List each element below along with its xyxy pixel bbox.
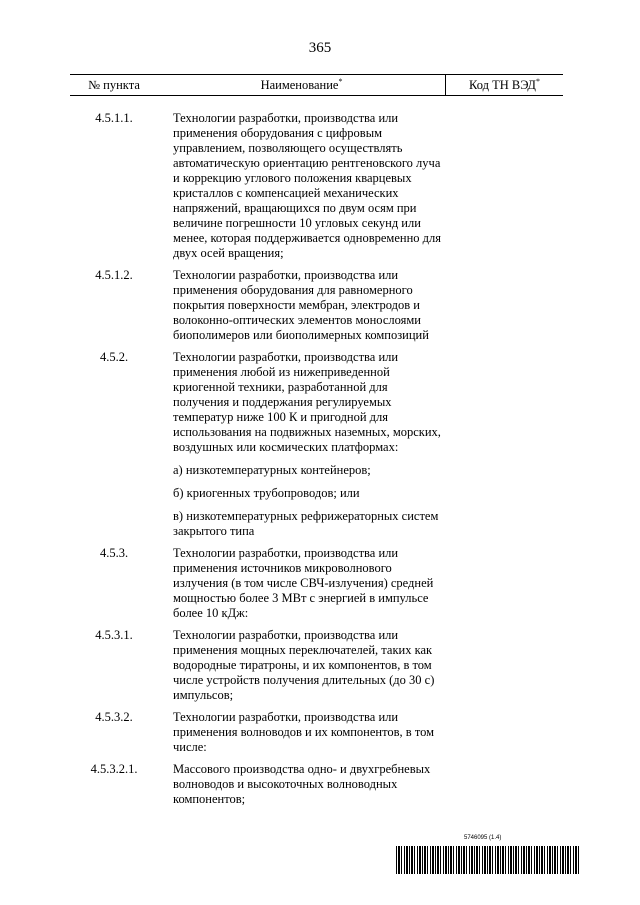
- sub-item: а) низкотемпературных контейнеров;: [173, 463, 371, 477]
- item-text: Технологии разработки, производства или применения оборудования для равномерного покрытия поверхности мембран, электродов и волоконно-оптических элементов монослоями биополимеров или биополимерных композиций: [173, 268, 429, 342]
- item-text: Массового производства одно- и двухгребневых волноводов и высокоточных волноводных компонентов;: [173, 762, 431, 806]
- page-number: 365: [308, 40, 332, 56]
- footnote-mark: *: [535, 76, 540, 86]
- item-number: 4.5.3.2.1.: [90, 762, 138, 776]
- item-text: Технологии разработки, производства или применения оборудования с цифровым управлением, позволяющего осуществлять автоматическую ориентацию рентгеновского луча и коррекцию углового положения кварцевых кристаллов с компенсацией механических напряжений, вращающихся по двум осям при величине погрешности 10 угловых секунд или менее, которая поддерживается одновременно для двух осей вращения;: [173, 111, 441, 260]
- sub-item: в) низкотемпературных рефрижераторных систем закрытого типа: [173, 509, 439, 538]
- table-row: [70, 350, 563, 539]
- item-number: 4.5.1.2.: [95, 268, 133, 282]
- item-number: 4.5.3.: [99, 546, 129, 560]
- item-number: 4.5.1.1.: [95, 111, 133, 125]
- table-header: [70, 74, 563, 96]
- table-row: [70, 628, 563, 703]
- column-header-number-label: № пункта: [88, 77, 140, 92]
- column-header-code-label: Код ТН ВЭД: [469, 77, 536, 92]
- footnote-mark: *: [338, 76, 343, 86]
- table-row: [70, 710, 563, 755]
- item-text: Технологии разработки, производства или применения волноводов и их компонентов, в том числе:: [173, 710, 435, 754]
- column-header-name: [158, 75, 446, 96]
- table-row: [70, 111, 563, 261]
- item-text: Технологии разработки, производства или применения мощных переключателей, таких как водородные тиратроны, и их компонентов, в том числе устройств получения длительных (до 30 с) импульсов;: [173, 628, 435, 702]
- item-text: Технологии разработки, производства или применения источников микроволнового излучения (в том числе СВЧ-излучения) средней мощностью более 3 МВт с энергией в импульсе более 10 кДж:: [173, 546, 434, 620]
- table-row: [70, 762, 563, 807]
- column-header-number: [70, 75, 158, 96]
- column-header-code: [446, 75, 564, 96]
- item-cell: [173, 350, 443, 539]
- item-text: Технологии разработки, производства или применения любой из нижеприведенной криогенной техники, разработанной для получения и поддержания регулируемых температур ниже 100 К и пригодной для использования на подвижных наземных, морских, воздушных или космических платформах:: [173, 350, 441, 454]
- table-row: [70, 546, 563, 621]
- document-id: 5746095 (1.4): [464, 835, 502, 841]
- item-number: 4.5.2.: [99, 350, 129, 364]
- item-number: 4.5.3.2.: [95, 710, 133, 724]
- sub-item: б) криогенных трубопроводов; или: [173, 486, 360, 500]
- table-row: [70, 268, 563, 343]
- table-body: [70, 111, 563, 814]
- column-header-name-label: Наименование: [260, 77, 339, 92]
- barcode: [396, 846, 579, 874]
- item-number: 4.5.3.1.: [95, 628, 133, 642]
